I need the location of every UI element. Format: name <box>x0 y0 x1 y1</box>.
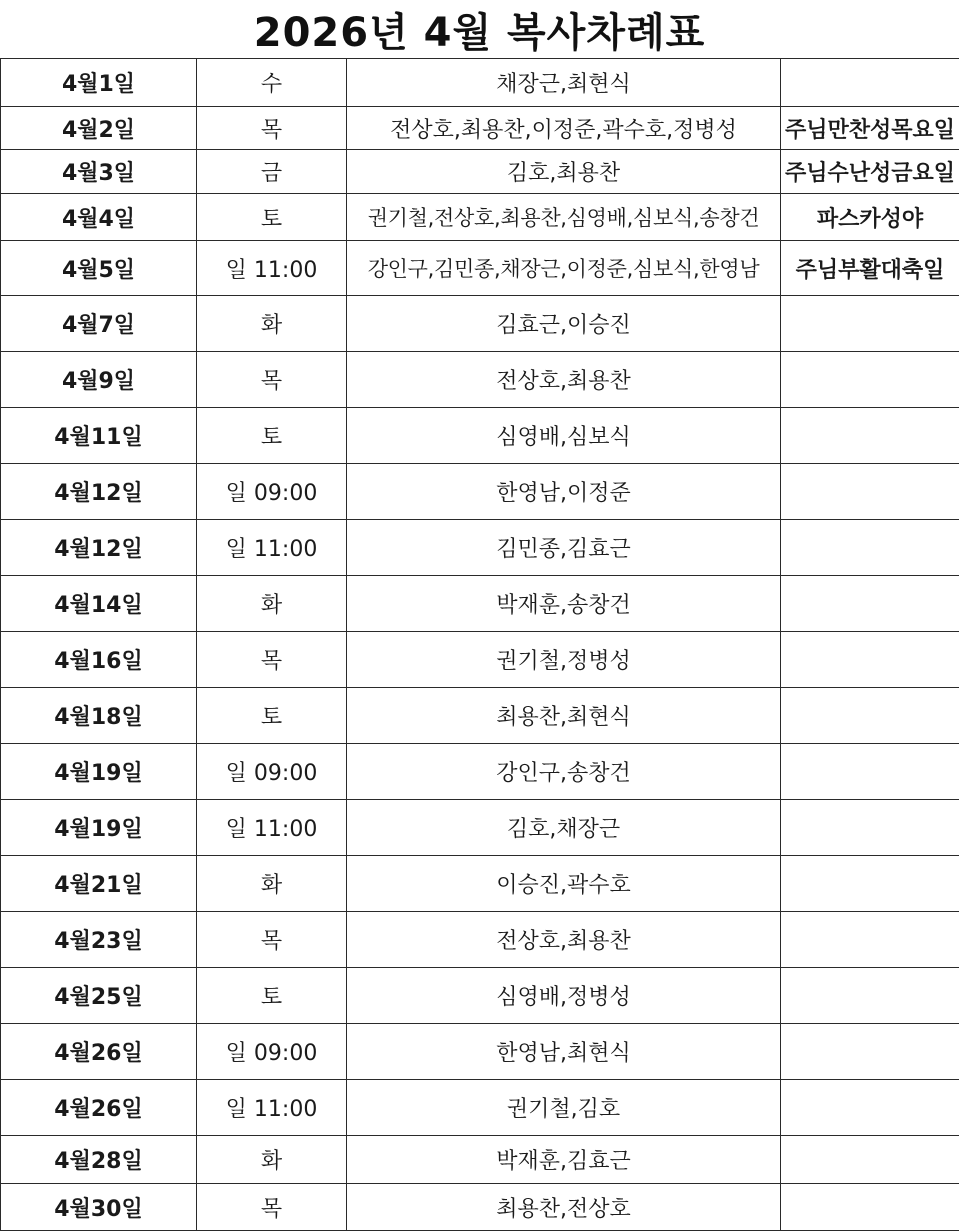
day-cell: 목 <box>197 107 347 150</box>
names-cell: 김민종,김효근 <box>347 520 781 576</box>
names-cell: 김호,채장근 <box>347 800 781 856</box>
note-cell <box>781 408 959 464</box>
table-row <box>1 352 959 408</box>
names-cell: 권기철,김호 <box>347 1080 781 1136</box>
day-cell: 목 <box>197 1184 347 1231</box>
table-row <box>1 194 959 241</box>
names-cell: 전상호,최용찬,이정준,곽수호,정병성 <box>347 107 781 150</box>
note-cell: 주님부활대축일 <box>781 241 959 296</box>
table-row <box>1 912 959 968</box>
date-cell: 4월26일 <box>1 1080 197 1136</box>
date-cell: 4월14일 <box>1 576 197 632</box>
day-cell: 토 <box>197 688 347 744</box>
table-row <box>1 150 959 194</box>
day-cell: 화 <box>197 296 347 352</box>
names-cell: 강인구,김민종,채장근,이정준,심보식,한영남 <box>347 241 781 296</box>
day-cell: 화 <box>197 576 347 632</box>
note-cell <box>781 352 959 408</box>
day-cell: 금 <box>197 150 347 194</box>
names-cell: 최용찬,전상호 <box>347 1184 781 1231</box>
date-cell: 4월16일 <box>1 632 197 688</box>
date-cell: 4월19일 <box>1 744 197 800</box>
schedule-body <box>1 59 959 1231</box>
names-cell: 권기철,전상호,최용찬,심영배,심보식,송창건 <box>347 194 781 241</box>
table-row <box>1 576 959 632</box>
date-cell: 4월1일 <box>1 59 197 107</box>
date-cell: 4월19일 <box>1 800 197 856</box>
note-cell <box>781 1136 959 1184</box>
table-row <box>1 59 959 107</box>
day-cell: 화 <box>197 856 347 912</box>
date-cell: 4월28일 <box>1 1136 197 1184</box>
note-cell <box>781 856 959 912</box>
table-row <box>1 241 959 296</box>
day-cell: 일 11:00 <box>197 520 347 576</box>
date-cell: 4월5일 <box>1 241 197 296</box>
note-cell <box>781 296 959 352</box>
day-cell: 목 <box>197 912 347 968</box>
date-cell: 4월25일 <box>1 968 197 1024</box>
date-cell: 4월26일 <box>1 1024 197 1080</box>
note-cell: 주님만찬성목요일 <box>781 107 959 150</box>
table-row <box>1 107 959 150</box>
names-cell: 한영남,최현식 <box>347 1024 781 1080</box>
day-cell: 일 11:00 <box>197 800 347 856</box>
note-cell <box>781 1024 959 1080</box>
note-cell <box>781 464 959 520</box>
day-cell: 일 09:00 <box>197 464 347 520</box>
note-cell <box>781 968 959 1024</box>
day-cell: 수 <box>197 59 347 107</box>
table-row <box>1 688 959 744</box>
note-cell <box>781 59 959 107</box>
names-cell: 김호,최용찬 <box>347 150 781 194</box>
day-cell: 화 <box>197 1136 347 1184</box>
date-cell: 4월4일 <box>1 194 197 241</box>
table-row <box>1 464 959 520</box>
note-cell <box>781 520 959 576</box>
table-row <box>1 520 959 576</box>
date-cell: 4월2일 <box>1 107 197 150</box>
schedule-table <box>0 58 959 1231</box>
names-cell: 전상호,최용찬 <box>347 352 781 408</box>
note-cell <box>781 744 959 800</box>
date-cell: 4월7일 <box>1 296 197 352</box>
table-row <box>1 296 959 352</box>
table-row <box>1 968 959 1024</box>
names-cell: 권기철,정병성 <box>347 632 781 688</box>
names-cell: 심영배,심보식 <box>347 408 781 464</box>
table-row <box>1 1080 959 1136</box>
date-cell: 4월18일 <box>1 688 197 744</box>
day-cell: 일 09:00 <box>197 744 347 800</box>
names-cell: 최용찬,최현식 <box>347 688 781 744</box>
date-cell: 4월23일 <box>1 912 197 968</box>
date-cell: 4월12일 <box>1 520 197 576</box>
note-cell <box>781 688 959 744</box>
names-cell: 한영남,이정준 <box>347 464 781 520</box>
table-row <box>1 856 959 912</box>
note-cell <box>781 1184 959 1231</box>
note-cell <box>781 1080 959 1136</box>
day-cell: 목 <box>197 632 347 688</box>
table-row <box>1 632 959 688</box>
names-cell: 강인구,송창건 <box>347 744 781 800</box>
names-cell: 심영배,정병성 <box>347 968 781 1024</box>
names-cell: 전상호,최용찬 <box>347 912 781 968</box>
table-row <box>1 408 959 464</box>
note-cell: 파스카성야 <box>781 194 959 241</box>
date-cell: 4월11일 <box>1 408 197 464</box>
date-cell: 4월30일 <box>1 1184 197 1231</box>
day-cell: 일 09:00 <box>197 1024 347 1080</box>
day-cell: 목 <box>197 352 347 408</box>
table-row <box>1 1024 959 1080</box>
day-cell: 토 <box>197 968 347 1024</box>
note-cell <box>781 912 959 968</box>
names-cell: 김효근,이승진 <box>347 296 781 352</box>
table-row <box>1 800 959 856</box>
note-cell <box>781 632 959 688</box>
names-cell: 채장근,최현식 <box>347 59 781 107</box>
table-row <box>1 1184 959 1231</box>
day-cell: 일 11:00 <box>197 241 347 296</box>
note-cell <box>781 800 959 856</box>
date-cell: 4월9일 <box>1 352 197 408</box>
day-cell: 토 <box>197 194 347 241</box>
note-cell <box>781 576 959 632</box>
date-cell: 4월12일 <box>1 464 197 520</box>
date-cell: 4월21일 <box>1 856 197 912</box>
day-cell: 토 <box>197 408 347 464</box>
table-row <box>1 1136 959 1184</box>
names-cell: 박재훈,송창건 <box>347 576 781 632</box>
table-row <box>1 744 959 800</box>
page-title: 2026년 4월 복사차례표 <box>253 9 706 56</box>
day-cell: 일 11:00 <box>197 1080 347 1136</box>
names-cell: 이승진,곽수호 <box>347 856 781 912</box>
names-cell: 박재훈,김효근 <box>347 1136 781 1184</box>
date-cell: 4월3일 <box>1 150 197 194</box>
note-cell: 주님수난성금요일 <box>781 150 959 194</box>
